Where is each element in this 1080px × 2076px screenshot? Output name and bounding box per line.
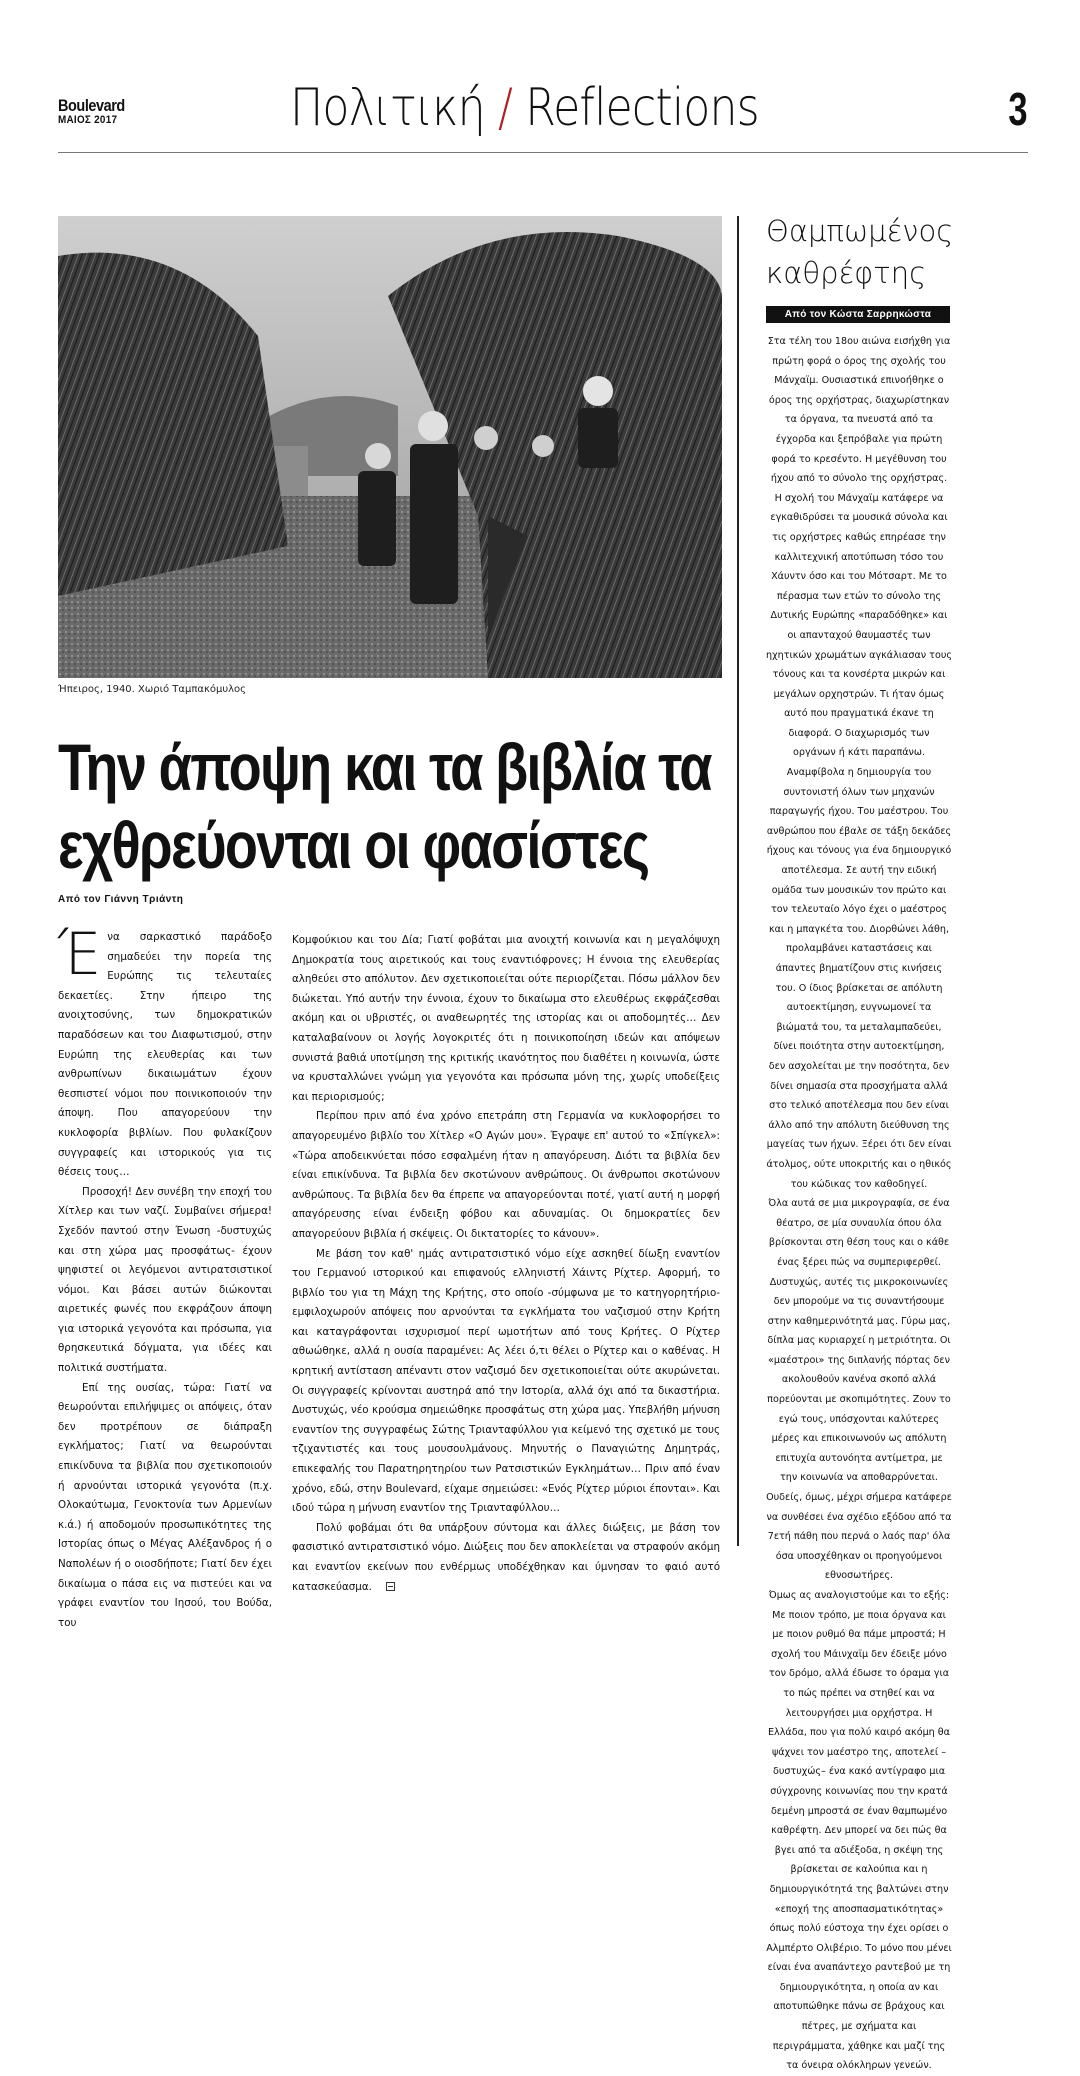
sidebar-column bbox=[766, 332, 952, 2076]
article-paragraph: Περίπου πριν από ένα χρόνο επετράπη στη Γερμανία να κυκλοφορήσει το απαγορευμένο βιβλίο του Χίτλερ «Ο Αγών μου». Έγραψε επ' αυτού το «Σπίγκελ»: «Τώρα αποδεικνύεται πόσο εσφαλμένη ήταν η απαγόρευση. Διότι τα βιβλία δεν είναι επικίνδυνα. Τα βιβλία δεν σκοτώνουν ανθρώπους. Οι άνθρωποι σκοτώνουν ανθρώπους. Τα βιβλία δεν θα έπρεπε να απαγορεύονται ποτέ, γιατί αυτή η μορφή απαγόρευσης είναι ένδειξη φόβου και αδυναμίας. Οι δημοκρατίες δεν απαγορεύουν βιβλία ή σκέψεις. Οι δικτατορίες το κάνουν». bbox=[292, 1110, 720, 1240]
article-column-1 bbox=[58, 920, 272, 1633]
issue-date: ΜΑΙΟΣ 2017 bbox=[58, 114, 118, 126]
page-number: 3 bbox=[1008, 83, 1028, 135]
sidebar-divider bbox=[737, 216, 739, 1546]
section-slash: / bbox=[497, 78, 512, 138]
photo-illustration bbox=[58, 216, 722, 678]
drop-cap: Έ bbox=[58, 920, 102, 988]
article-byline: Από τον Γιάννη Τριάντη bbox=[58, 894, 184, 905]
article-paragraph: Επί της ουσίας, τώρα: Γιατί να θεωρούνται επιλήψιμες οι απόψεις, όταν δεν προτρέπουν σε διάπραξη εγκλήματος; Γιατί να θεωρούνται επικίνδυνα τα βιβλία που σχετικοποιούν ή αρνούνται ιστορικά γεγονότα (π.χ. Ολοκαύτωμα, Γενοκτονία των Αρμενίων κ.ά.) ή αποδομούν προσωπικότητες της Ιστορίας όπως ο Μέγας Αλέξανδρος ή ο Ναπολέων ή ο οιοσδήποτε; Γιατί δεν έχει δικαίωμα ο πάσα εις να πιστεύει και να γράφει εναντίον του Ιησού, του Βούδα, του bbox=[58, 1381, 272, 1629]
sidebar-paragraph: Στα τέλη του 18ου αιώνα εισήχθη για πρώτη φορά ο όρος της σχολής του Μάνχαϊμ. Ουσιαστικά επινοήθηκε ο όρος της ορχήστρας, διαχωρίστηκαν τα όργανα, τα πνευστά από τα έγχορδα και ξεπρόβαλε για πρώτη φορά το κρεσέντο. Η μεγέθυνση του ήχου από το σύνολο της ορχήστρας. Η σχολή του Μάνχαϊμ κατάφερε να εγκαθιδρύσει τα μουσικά σύνολα και τις ορχήστρες καθώς επηρέασε την καλλιτεχνική αποτύπωση τόσο του Χάυντν όσο και του Μότσαρτ. Με το πέρασμα των ετών το σύνολο της Δυτικής Ευρώπης «παραδόθηκε» και οι απανταχού θαυμαστές των ηχητικών χρωμάτων αγκάλιασαν τους τόνους και τα κονσέρτα μικρών και μεγάλων ορχηστρών. Τι ήταν όμως αυτό που πραγματικά έκανε τη διαφορά. Ο διαχωρισμός των οργάνων ή κάτι παραπάνω. Αναμφίβολα η δημιουργία του συντονιστή όλων των μηχανών παραγωγής ήχου. Του μαέστρου. Του ανθρώπου που έβαλε σε τάξη δεκάδες ήχους και τόνους για ένα δημιουργικό αποτέλεσμα. Σε αυτή την ειδική ομάδα των μουσικών τον πρώτο και τον τελευταίο λόγο έχει ο μαέστρος και η μπαγκέτα του. Διορθώνει λάθη, προλαμβάνει καταστάσεις και άπαντες βηματίζουν στις κινήσεις του. Ο ίδιος βρίσκεται σε απόλυτη αυτοεκτίμηση, ευγνωμονεί τα βιώματά του, τα μεταλαμπαδεύει, δίνει ποιότητα στην αυτοεκτίμηση, δεν ασχολείται με την ποσότητα, δεν δίνει σημασία στα προσχήματα αλλά στο τελικό αποτέλεσμα που δεν είναι άλλο από την απόλυτη διεύθυνση της μαγείας των ήχων. Ξέρει ότι δεν είναι άτολμος, ούτε υποκριτής και ο ηθικός του κώδικας τον καθοδηγεί. bbox=[766, 336, 953, 1190]
article-paragraph: Κομφούκιου και του Δία; Γιατί φοβάται μια ανοιχτή κοινωνία και η μεγαλόψυχη Δημοκρατία τους αιρετικούς και τους εναντιόφρονες; Η έννοια της ελευθερίας αληθεύει στο απόλυτον. Δεν σχετικοποιείται ούτε περιορίζεται. Πόσω μάλλον δεν διώκεται. Υπό αυτήν την έννοια, έχουν το δικαίωμα στο ελευθέρως εκφράζεσθαι ακόμη και οι υβριστές, οι αναθεωρητές της ιστορίας και οι αποδομητές… Δεν καταλαβαίνουν οι λογής λογοκριτές ότι η ποινικοποίηση ιδεών και απόψεων συνιστά βαθιά υποτίμηση της κριτικής ικανότητος που διαθέτει η κοινωνία, ώστε να κρυσταλλώνει γνώμη για γεγονότα και πρόσωπα μόνη της, χωρίς υποδείξεις και περιορισμούς; bbox=[292, 934, 720, 1103]
article-paragraph: Προσοχή! Δεν συνέβη την εποχή του Χίτλερ και των ναζί. Συμβαίνει σήμερα! Σχεδόν παντού στην Ένωση -δυστυχώς και στη χώρα μας προσφάτως- έχουν ψηφιστεί οι λεγόμενοι αντιρατσιστικοί νόμοι. Και βάσει αυτών διώκονται αιρετικές φωνές που εκφράζουν άποψη για ιστορικά γεγονότα και πρόσωπα, για θρησκευτικά δόγματα, για ιδέες και πολιτικά συστήματα. bbox=[58, 1185, 272, 1375]
article-headline: Την άποψη και τα βιβλία τα εχθρεύονται οι φασίστες bbox=[58, 730, 711, 882]
sidebar-paragraph: Όλα αυτά σε μια μικρογραφία, σε ένα θέατρο, σε μία συναυλία όπου όλα βρίσκονται στη θέση τους και ο κάθε ένας ξέρει πώς να συμπεριφερθεί. Δυστυχώς, αυτές τις μικροκοινωνίες δεν μπορούμε να τις συναντήσουμε στην καθημερινότητά μας. Γύρω μας, δίπλα μας κυριαρχεί η μετριότητα. Οι «μαέστροι» της διπλανής πόρτας δεν ακολουθούν κανένα σκοπό αλλά πορεύονται με σκοπιμότητες. Ζουν το εγώ τους, υπόσχονται καλύτερες μέρες και επικοινωνούν ως απόλυτη επιτυχία αυτονόητα αντίμετρα, με την κοινωνία να αποθαρρύνεται. Ουδείς, όμως, μέχρι σήμερα κατάφερε να συνθέσει ένα σχέδιο εξόδου από τα 7ετή πάθη που περνά ο λαός παρ' όλα όσα υποσχέθηκαν οι προηγούμενοι εθνοσωτήρες. bbox=[766, 1198, 952, 1582]
article-paragraph: Με βάση τον καθ' ημάς αντιρατσιστικό νόμο είχε ασκηθεί δίωξη εναντίον του Γερμανού ιστορικού και επιφανούς ελληνιστή Χάιντς Ρίχτερ. Αφορμή, το βιβλίο του για τη Μάχη της Κρήτης, στο οποίο -σύμφωνα με το κατηγορητήριο- εμφιλοχωρούν απόψεις που αρνούνται τα εγκλήματα του ναζισμού στην Κρήτη και καταγράφονται ισχυρισμοί περί ωμοτήτων από τους Κρήτες. Ο Ρίχτερ αθωώθηκε, αλλά η ουσία παραμένει: Ας λέει ό,τι θέλει ο Ρίχτερ και ο καθένας. Η κρητική αντίσταση απέναντι στον ναζισμό δεν σχετικοποιείται ούτε ακυρώνεται. Οι συγγραφείς κρίνονται αυστηρά από την Ιστορία, αλλά όχι από τα δικαστήρια. Δυστυχώς, νέο κρούσμα σημειώθηκε προσφάτως στη χώρα μας. Υπεβλήθη μήνυση εναντίον της συγγραφέως Σώτης Τριανταφύλλου για κείμενό της σχετικό με τους τζιχαντιστές και τους μουσουλμάνους. Μηνυτής ο Παναγιώτης Δημητράς, επικεφαλής του Παρατηρητηρίου των Ρατσιστικών Εγκλημάτων… Πριν από έναν χρόνο, εδώ, στην Boulevard, είχαμε σημειώσει: «Ενός Ρίχτερ μύριοι έπονται». Και ιδού τώρα η μήνυση εναντίον της Τριανταφύλλου… bbox=[292, 1247, 720, 1515]
article-paragraph: Ένα σαρκαστικό παράδοξο σημαδεύει την πορεία της Ευρώπης τις τελευταίες δεκαετίες. Στην ήπειρο της ανοιχτοσύνης, των δημοκρατικών παραδόσεων και του Διαφωτισμού, στην Ευρώπη της ελευθερίας και των ανθρωπίνων δικαιωμάτων έχουν θεσπιστεί νόμοι που ποινικοποιούν την άποψη. Που απαγορεύουν την κυκλοφορία βιβλίων. Που φυλακίζουν συγγραφείς και ιστορικούς για τις θέσεις τους… bbox=[58, 920, 272, 1179]
article-paragraph: Πολύ φοβάμαι ότι θα υπάρξουν σύντομα και άλλες διώξεις, με βάση τον φασιστικό αντιρατσιστικό νόμο. Διώξεις που δεν αποκλείεται να στραφούν ακόμη και εναντίον εκείνων που ενθέρμως υποδέχθηκαν και ύμνησαν το φαιό αυτό κατασκεύασμα. bbox=[292, 1521, 720, 1593]
section-right: Reflections bbox=[525, 78, 759, 138]
article-photo bbox=[58, 216, 722, 678]
sidebar-paragraph: Όμως ας αναλογιστούμε και το εξής: Με ποιον τρόπο, με ποια όργανα και με ποιον ρυθμό θα πάμε μπροστά; Η σχολή του Μάινχαϊμ δεν έδειξε μόνο τον δρόμο, αλλά έδωσε το όραμα για το πώς πρέπει να στηθεί και να λειτουργήσει μια ορχήστρα. Η Ελλάδα, που για πολύ καιρό ακόμη θα ψάχνει τον μαέστρο της, αποτελεί –δυστυχώς– ένα κακό αντίγραφο μια σύγχρονης κοινωνίας που την κρατά δεμένη μπροστά σε έναν θαμπωμένο καθρέφτη. Δεν μπορεί να δει πώς θα βγει από τα αδιέξοδα, η σκέψη της βρίσκεται σε καλούπια και η δημιουργικότητά της βαλτώνει στην «εποχή της αποσπασματικότητας» όπως πολύ εύστοχα την έχει ορίσει ο Αλμπέρτο Ολιβέριο. Το μόνο που μένει είναι ένα αναπάντεχο ραντεβού με τη δημιουργικότητα, η οποία αν και αποτυπώθηκε πάνω σε βράχους και πέτρες, με σχήματα και περιγράμματα, χάθηκε και μαζί της τα όνειρα ολόκληρων γενεών. bbox=[766, 1590, 952, 2072]
article-column-2 bbox=[292, 931, 720, 1597]
sidebar-byline: Από τον Κώστα Σαρρηκώστα bbox=[766, 306, 950, 323]
publication-brand bbox=[58, 96, 137, 126]
masthead bbox=[58, 78, 1028, 148]
section-title bbox=[290, 78, 759, 138]
header-divider bbox=[58, 152, 1028, 153]
sidebar-title: Θαμπωμένος καθρέφτης bbox=[766, 214, 954, 290]
brand-name: Boulevard bbox=[58, 96, 125, 115]
photo-caption: Ήπειρος, 1940. Χωριό Ταμπακόμυλος bbox=[58, 684, 247, 695]
section-left: Πολιτική bbox=[290, 78, 485, 138]
end-of-article-icon bbox=[386, 1582, 395, 1591]
